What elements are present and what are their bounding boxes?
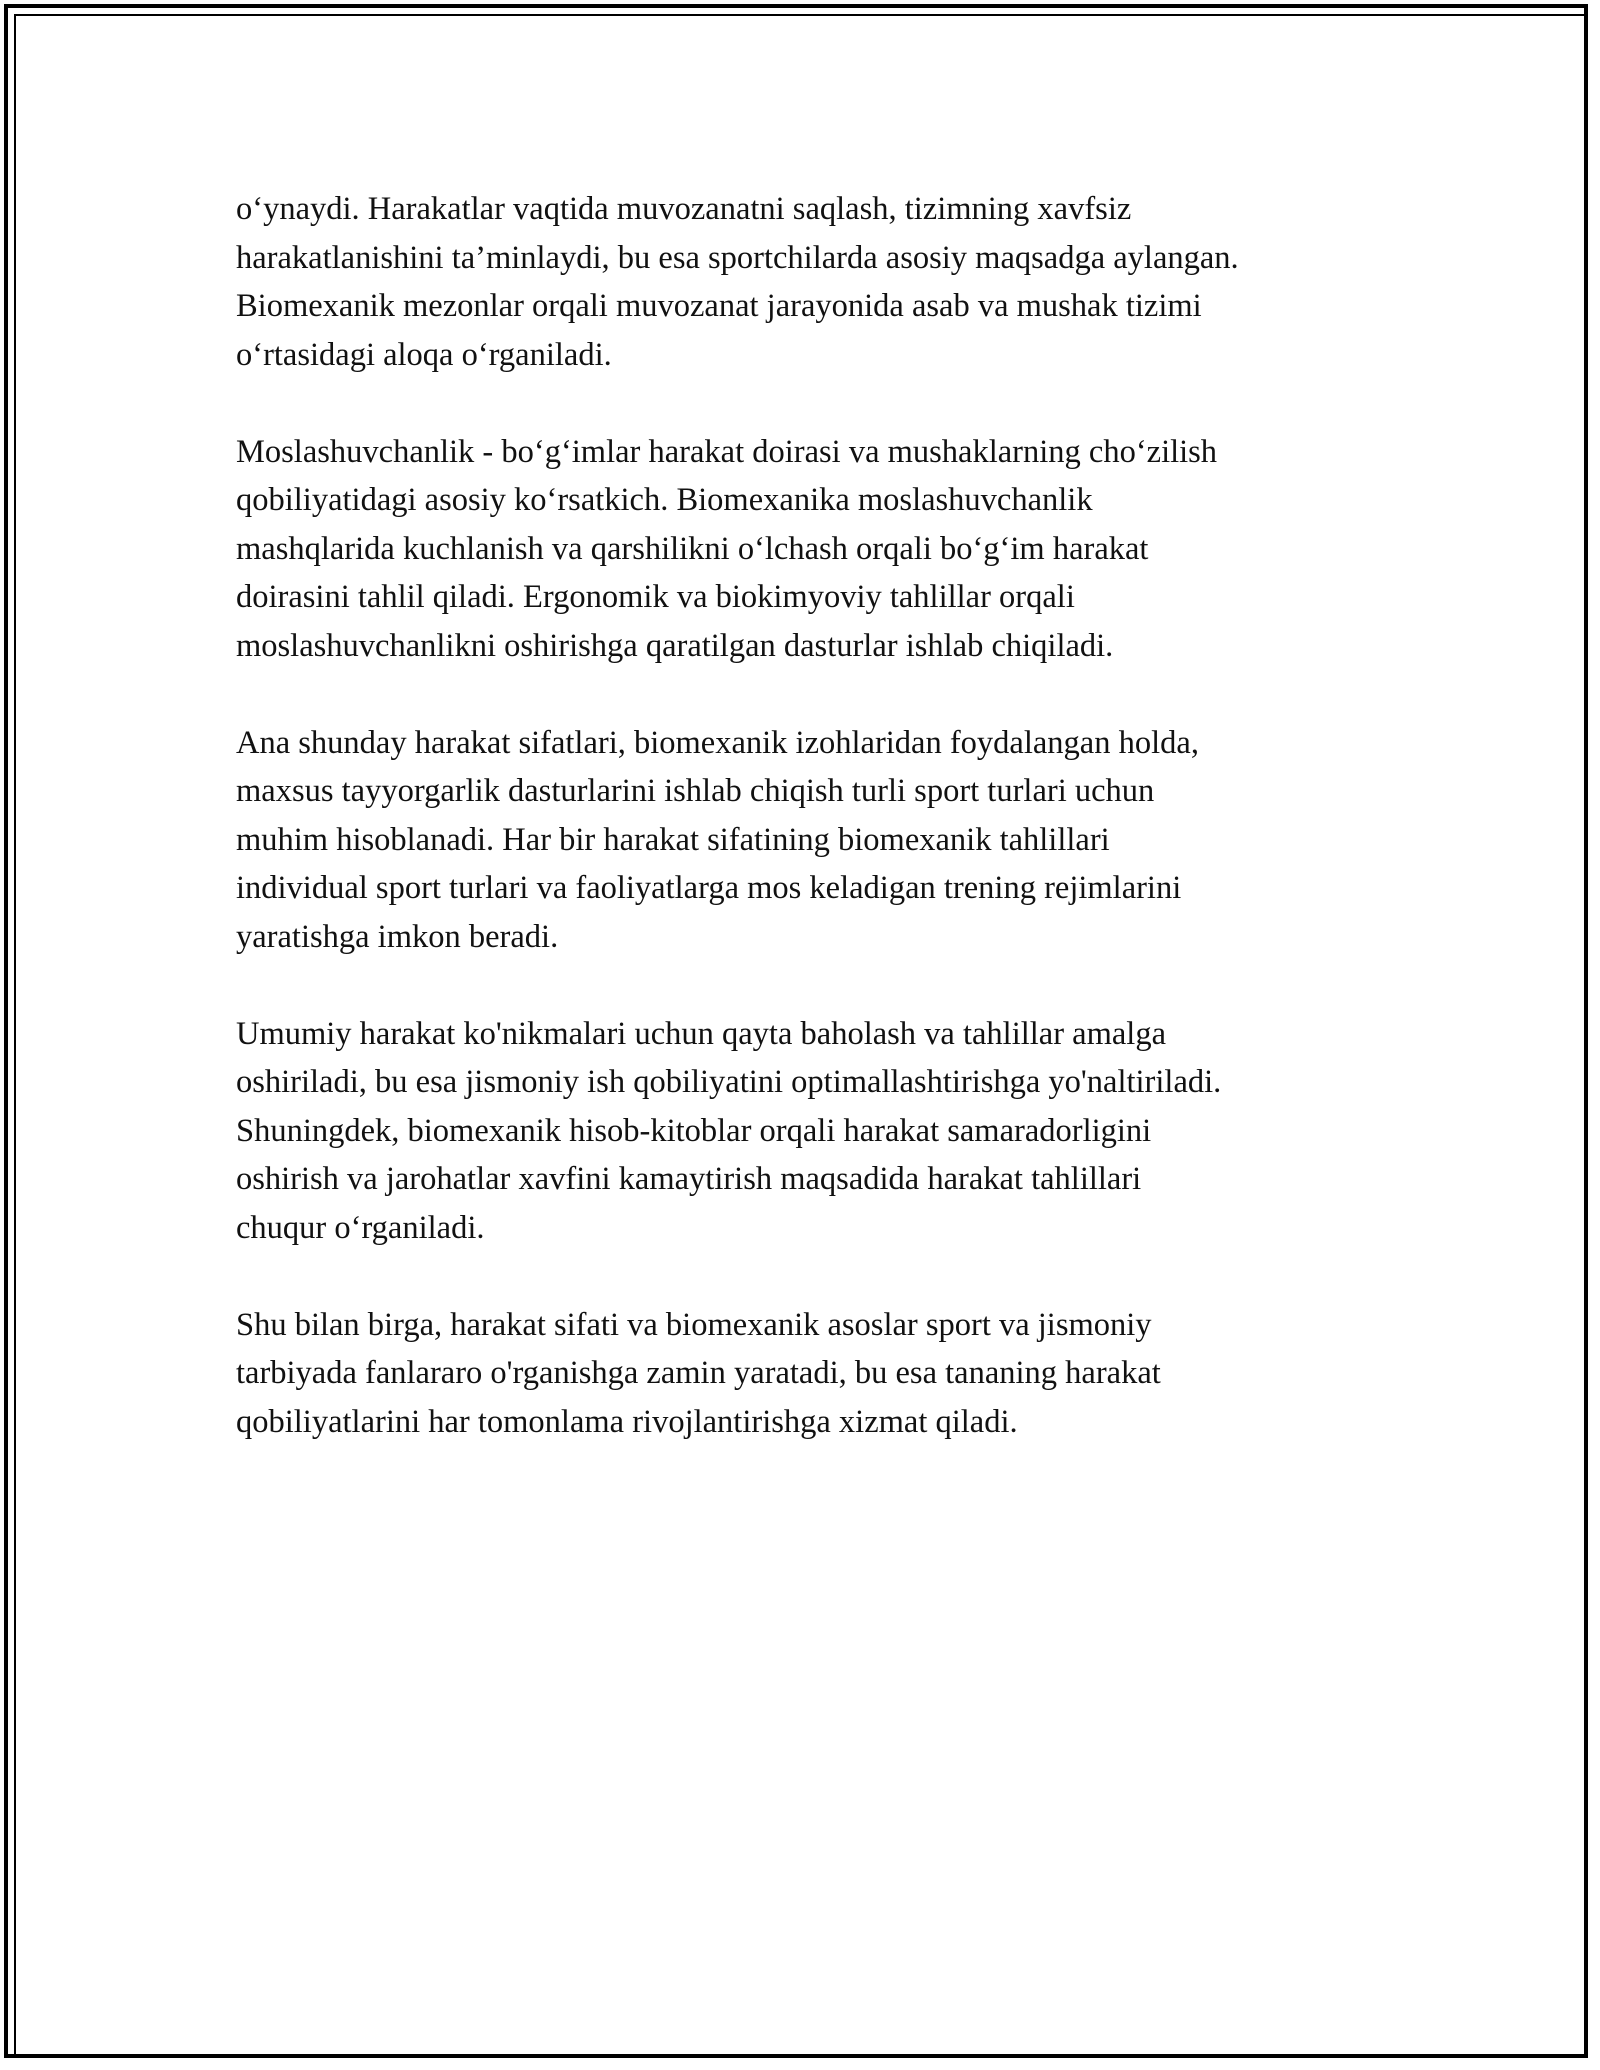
text-line: qobiliyatlarini har tomonlama rivojlantirishga xizmat qiladi.	[236, 1403, 1018, 1440]
text-line: maxsus tayyorgarlik dasturlarini ishlab chiqish turli sport turlari uchun	[236, 773, 1155, 809]
text-line: muhim hisoblanadi. Har bir harakat sifatining biomexanik tahlillari	[236, 821, 1110, 858]
text-line: Shuningdek, biomexanik hisob-kitoblar orqali harakat samaradorligini	[236, 1112, 1152, 1149]
text-line: mashqlarida kuchlanish va qarshilikni o‘lchash orqali bo‘g‘im harakat	[236, 530, 1149, 567]
paragraph-4	[236, 1010, 1386, 1253]
page-body	[236, 185, 1386, 1495]
text-line: oshiriladi, bu esa jismoniy ish qobiliyatini optimallashtirishga yo'naltiriladi.	[236, 1064, 1222, 1100]
text-line: harakatlanishini ta’minlaydi, bu esa sportchilarda asosiy maqsadga aylangan.	[236, 239, 1239, 276]
text-line: Ana shunday harakat sifatlari, biomexanik izohlaridan foydalangan holda,	[236, 724, 1199, 761]
text-line: doirasini tahlil qiladi. Ergonomik va biokimyoviy tahlillar orqali	[236, 579, 1075, 615]
paragraph-2	[236, 428, 1386, 671]
paragraph-3	[236, 719, 1386, 962]
text-line: Moslashuvchanlik - bo‘g‘imlar harakat doirasi va mushaklarning cho‘zilish	[236, 433, 1218, 470]
text-line: yaratishga imkon beradi.	[236, 918, 559, 955]
text-line: Umumiy harakat ko'nikmalari uchun qayta baholash va tahlillar amalga	[236, 1015, 1166, 1052]
text-line: Biomexanik mezonlar orqali muvozanat jarayonida asab va mushak tizimi	[236, 288, 1202, 324]
text-line: moslashuvchanlikni oshirishga qaratilgan dasturlar ishlab chiqiladi.	[236, 627, 1114, 664]
text-line: individual sport turlari va faoliyatlarga mos keladigan trening rejimlarini	[236, 870, 1182, 906]
text-line: o‘ynaydi. Harakatlar vaqtida muvozanatni saqlash, tizimning xavfsiz	[236, 191, 1132, 227]
text-line: o‘rtasidagi aloqa o‘rganiladi.	[236, 336, 612, 373]
text-line: oshirish va jarohatlar xavfini kamaytirish maqsadida harakat tahlillari	[236, 1161, 1142, 1197]
text-line: tarbiyada fanlararo o'rganishga zamin yaratadi, bu esa tananing harakat	[236, 1355, 1161, 1391]
text-line: qobiliyatidagi asosiy ko‘rsatkich. Biomexanika moslashuvchanlik	[236, 482, 1093, 518]
paragraph-5	[236, 1301, 1386, 1447]
text-line: Shu bilan birga, harakat sifati va biomexanik asoslar sport va jismoniy	[236, 1306, 1152, 1343]
text-line: chuqur o‘rganiladi.	[236, 1209, 485, 1246]
paragraph-1	[236, 185, 1386, 379]
